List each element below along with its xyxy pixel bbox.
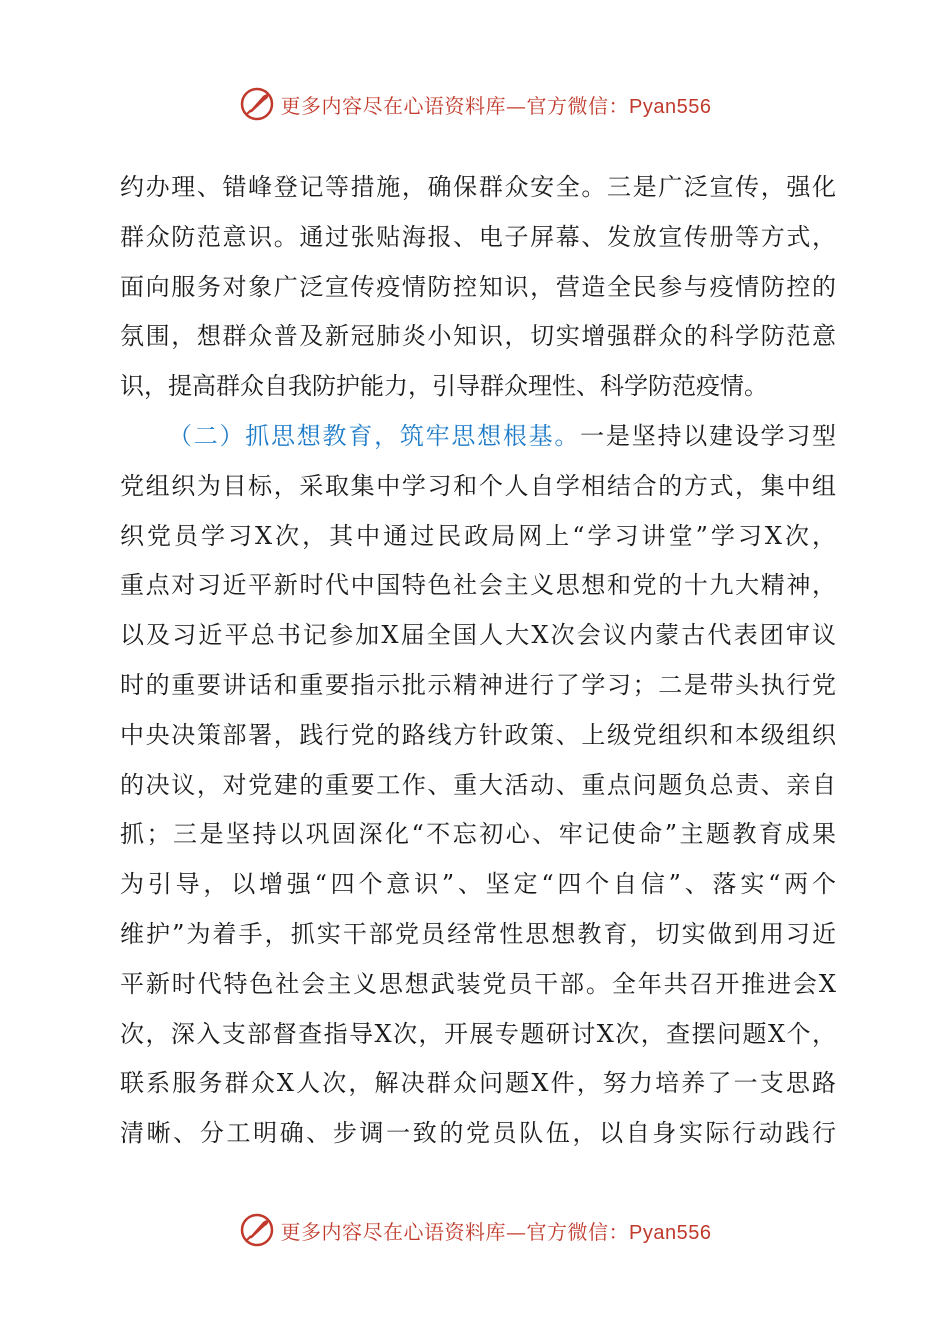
section-2-first-line-rest: 一是坚持以建设学习型 [580, 421, 837, 450]
watermark-wechat-id: Pyan556 [629, 1221, 712, 1244]
text-line: 党组织为目标，采取集中学习和个人自学相结合的方式，集中组 [120, 471, 836, 500]
section-2-first-line [120, 412, 836, 462]
text-line: 群众防范意识。通过张贴海报、电子屏幕、发放宣传册等方式， [120, 222, 836, 251]
watermark-text [281, 1216, 712, 1245]
watermark-wechat-label: 官方微信： [526, 1219, 630, 1244]
text-line: 面向服务对象广泛宣传疫情防控知识，营造全民参与疫情防控的 [120, 272, 836, 301]
text-line: 次，深入支部督查指导X次，开展专题研讨X次，查摆问题X个， [120, 1019, 836, 1048]
text-line: 时的重要讲话和重要指示批示精神进行了学习；二是带头执行党 [120, 670, 836, 699]
text-line: 约办理、错峰登记等措施，确保群众安全。三是广泛宣传，强化 [120, 173, 836, 201]
text-line: 维护”为着手，抓实干部党员经常性思想教育，切实做到用习近 [120, 919, 836, 948]
text-line: 联系服务群众X人次，解决群众问题X件，努力培养了一支思路 [120, 1069, 836, 1098]
watermark-text [281, 90, 712, 119]
watermark-dash: — [506, 1219, 527, 1244]
text-line: 为引导，以增强“四个意识”、坚定“四个自信”、落实“两个 [120, 870, 836, 899]
text-line: 中央决策部署，践行党的路线方针政策、上级党组织和本级组织 [120, 720, 836, 749]
section-2-heading: （二）抓思想教育，筑牢思想根基。 [168, 421, 581, 450]
text-line: 识，提高群众自我防护能力，引导群众理性、科学防范疫情。 [120, 372, 768, 401]
text-line: 平新时代特色社会主义思想武装党员干部。全年共召开推进会X [120, 969, 836, 998]
watermark-dash: — [506, 93, 527, 118]
text-line: 清晰、分工明确、步调一致的党员队伍，以自身实际行动践行 [120, 1119, 836, 1148]
document-body [120, 163, 836, 1159]
watermark-site-text: 更多内容尽在心语资料库 [280, 93, 507, 118]
text-line: 以及习近平总书记参加X届全国人大X次会议内蒙古代表团审议 [120, 621, 836, 650]
quill-logo-icon [239, 86, 275, 122]
watermark-wechat-label: 官方微信： [526, 93, 630, 118]
text-line: 重点对习近平新时代中国特色社会主义思想和党的十九大精神， [120, 571, 836, 600]
footer-watermark [0, 1210, 950, 1250]
quill-logo-icon [239, 1212, 275, 1248]
text-line: 抓；三是坚持以巩固深化“不忘初心、牢记使命”主题教育成果 [120, 820, 836, 849]
header-watermark [0, 84, 950, 124]
text-line: 氛围，想群众普及新冠肺炎小知识，切实增强群众的科学防范意 [120, 322, 836, 351]
text-line: 的决议，对党建的重要工作、重大活动、重点问题负总责、亲自 [120, 770, 836, 799]
text-line: 织党员学习X次，其中通过民政局网上“学习讲堂”学习X次， [120, 521, 836, 550]
watermark-site-text: 更多内容尽在心语资料库 [280, 1219, 507, 1244]
watermark-wechat-id: Pyan556 [629, 95, 712, 118]
